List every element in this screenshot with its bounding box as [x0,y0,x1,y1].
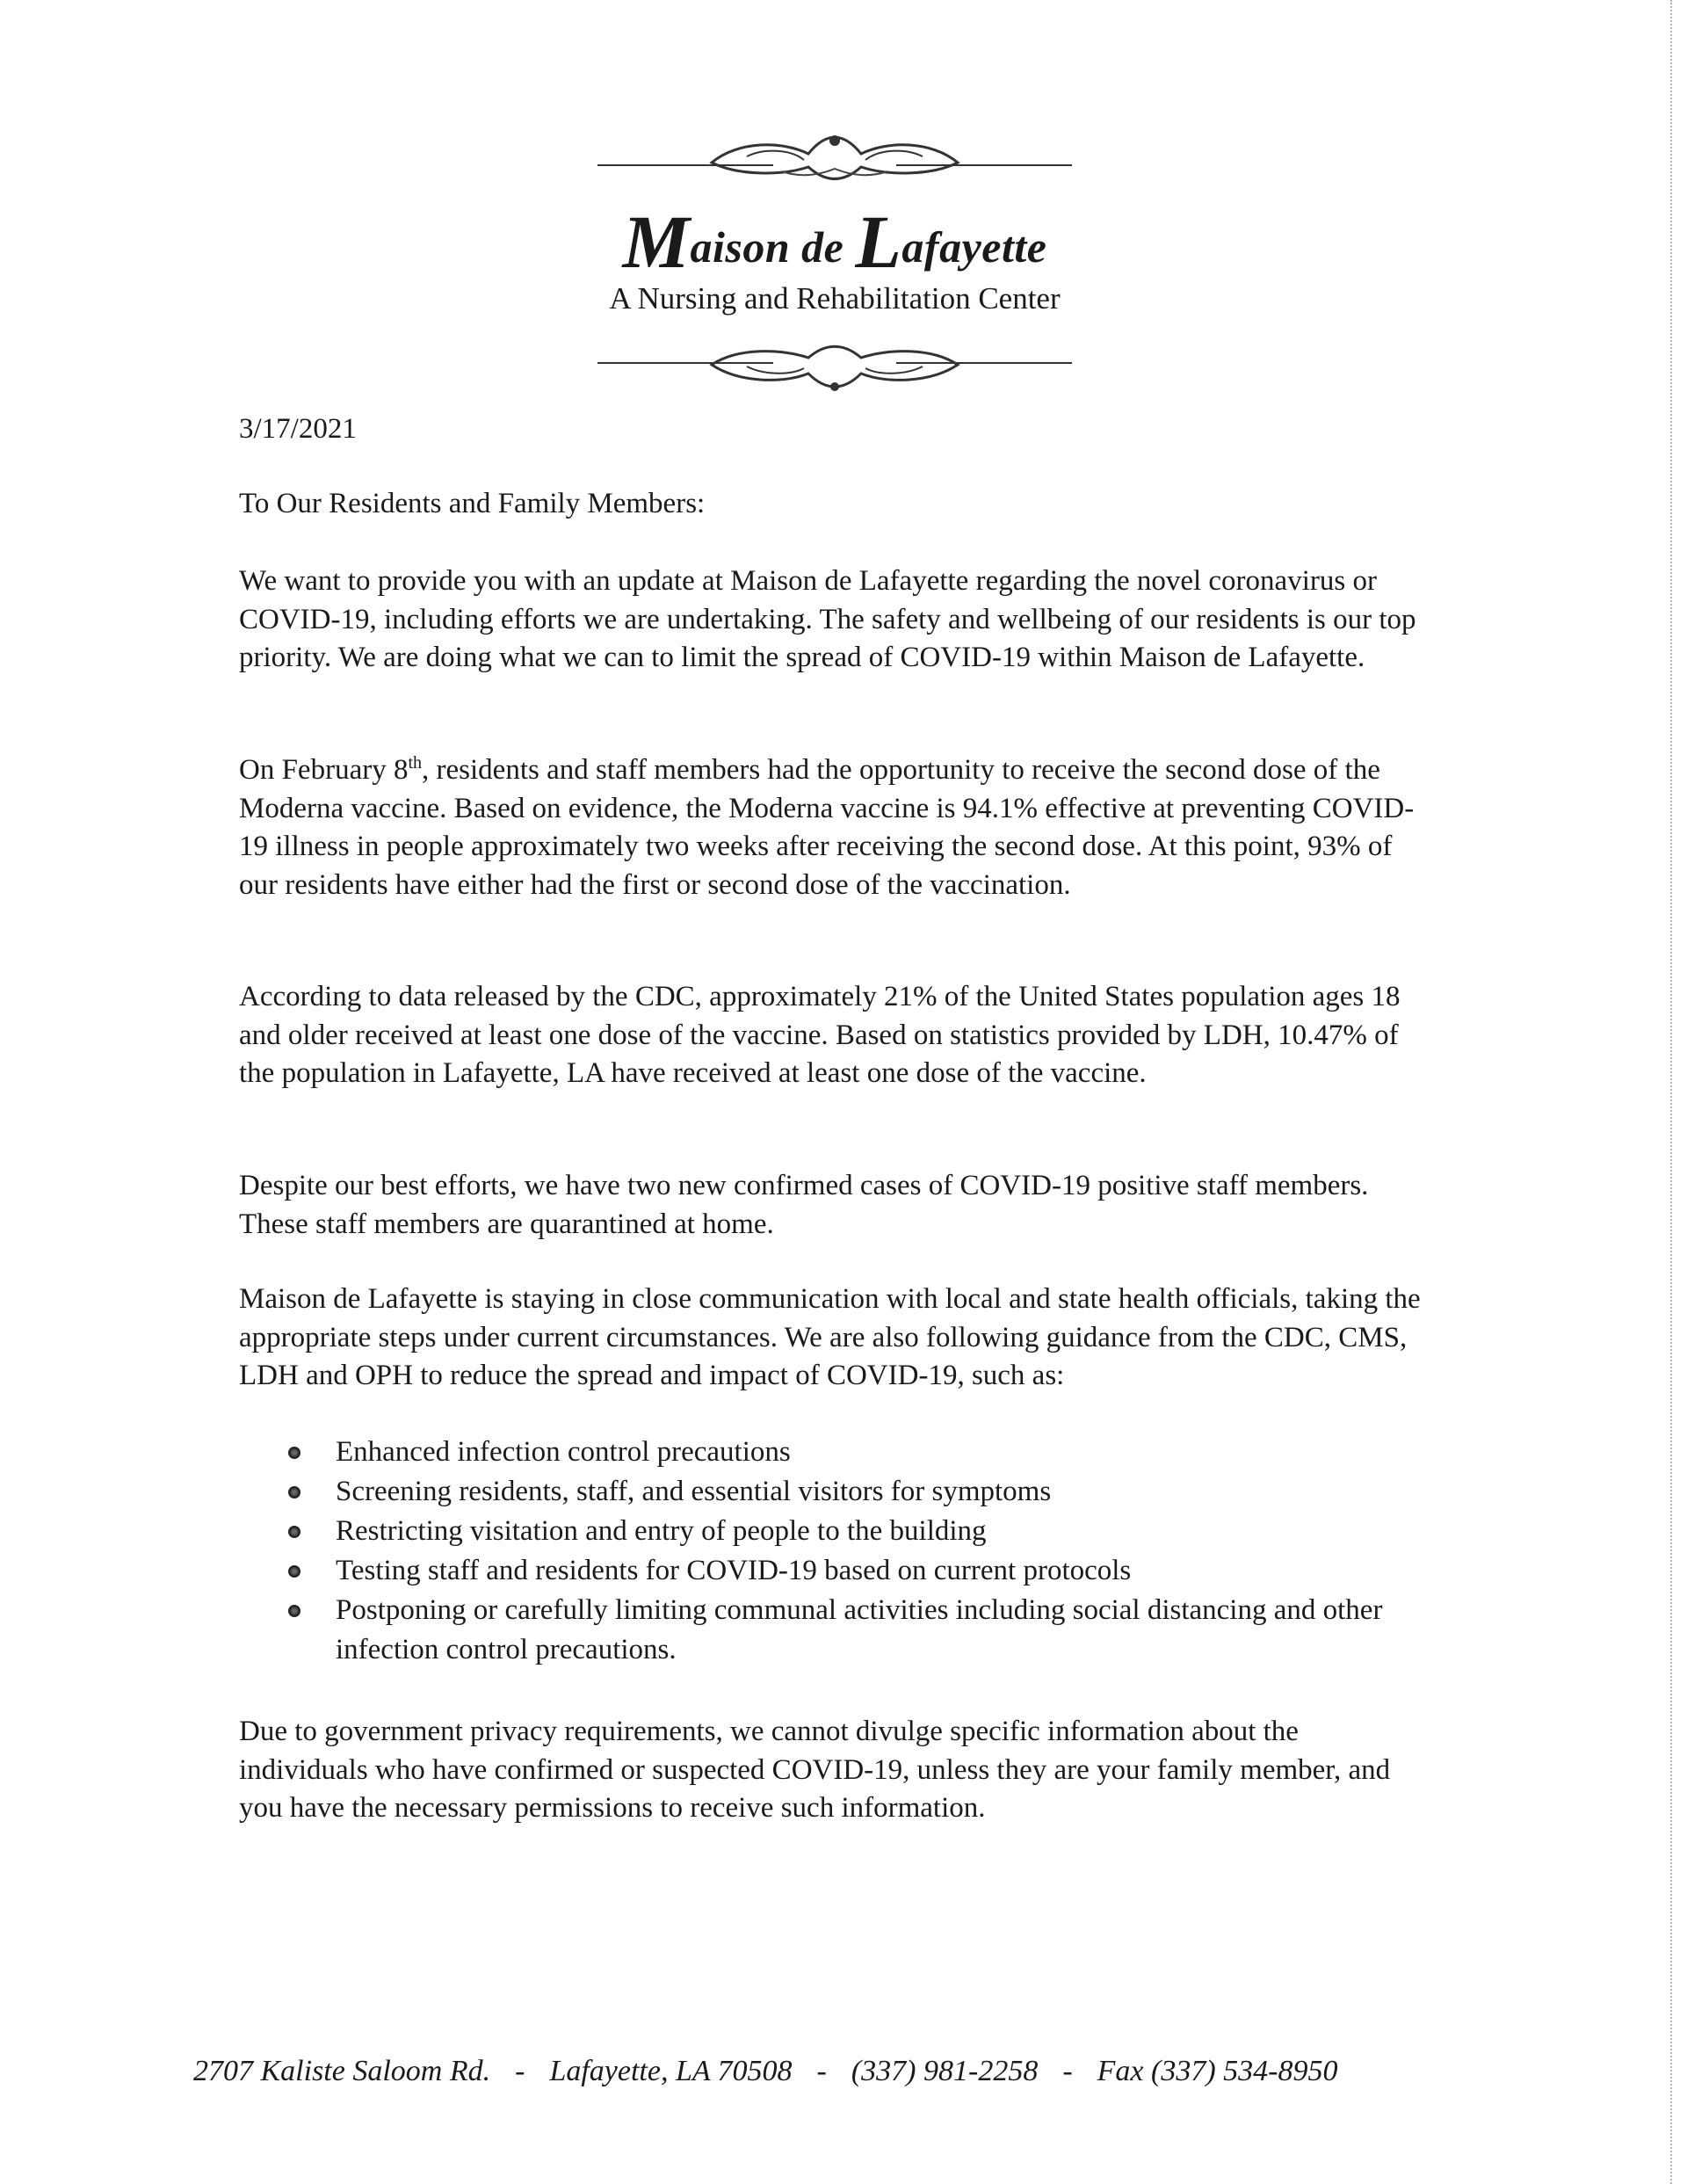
salutation: To Our Residents and Family Members: [239,488,706,519]
ornament-top-flourish [580,123,1090,185]
list-item: Postponing or carefully limiting communal activities including social distancing and other infection control precautions. [239,1591,1434,1670]
paragraph-cdc-statistics: According to data released by the CDC, approximately 21% of the United States population ages 18 and older received at least one dose of the vaccine. Based on statistics provided by LDH, 10.47% of the population in Lafayette, LA have received at least one dose of the vaccine. [239,981,1401,1089]
list-item: Restricting visitation and entry of people to the building [239,1512,1434,1551]
bullet-icon [288,1605,300,1617]
footer-phone: (337) 981-2258 [851,2055,1039,2087]
paragraph-privacy: Due to government privacy requirements, we cannot divulge specific information about the individuals who have confirmed or suspected COVID-19, unless they are your family member, and you have the necessary permissions to receive such information. [239,1716,1391,1824]
bullet-icon [288,1486,300,1498]
list-item: Screening residents, staff, and essential visitors for symptoms [239,1472,1434,1512]
letter-date: 3/17/2021 [239,413,357,445]
bullet-icon [288,1565,300,1578]
footer-fax: Fax (337) 534-8950 [1097,2055,1338,2087]
footer-separator: - [515,2055,525,2087]
paragraph-vaccine-dose: On February 8th, residents and staff members had the opportunity to receive the second dose of the Moderna vaccine. Based on evidence, the Moderna vaccine is 94.1% effective at preventing COVID-19 illness in people approximately two weeks after receiving the second dose. At this point, 93% of our residents have either had the first or second dose of the vaccination. [239,753,1415,901]
organization-subtitle: A Nursing and Rehabilitation Center [609,281,1061,316]
paragraph-new-cases: Despite our best efforts, we have two new confirmed cases of COVID-19 positive staff members. These staff members are quarantined at home. [239,1170,1369,1240]
bullet-icon [288,1526,300,1538]
letterhead [580,114,1090,413]
footer-separator: - [1062,2055,1073,2087]
footer-city: Lafayette, LA 70508 [549,2055,793,2087]
ornament-bottom-flourish [580,338,1090,400]
scan-edge-mark [1670,0,1675,2184]
organization-name: Maison de Lafayette [622,200,1047,284]
list-item: Enhanced infection control precautions [239,1433,1434,1472]
precautions-list [239,1433,1434,1670]
footer-separator: - [816,2055,827,2087]
paragraph-guidance: Maison de Lafayette is staying in close communication with local and state health officials, taking the appropriate steps under current circumstances. We are also following guidance from the CDC, CMS, LDH and OPH to reduce the spread and impact of COVID-19, such as: [239,1283,1421,1391]
list-item: Testing staff and residents for COVID-19 based on current protocols [239,1551,1434,1591]
footer-address: 2707 Kaliste Saloom Rd. [193,2055,491,2087]
footer-contact [193,2055,1511,2088]
bullet-icon [288,1447,300,1459]
paragraph-intro: We want to provide you with an update at Maison de Lafayette regarding the novel coronavirus or COVID-19, including efforts we are undertaking. The safety and wellbeing of our residents is our top priority. We are doing what we can to limit the spread of COVID-19 within Maison de Lafayette. [239,565,1416,673]
